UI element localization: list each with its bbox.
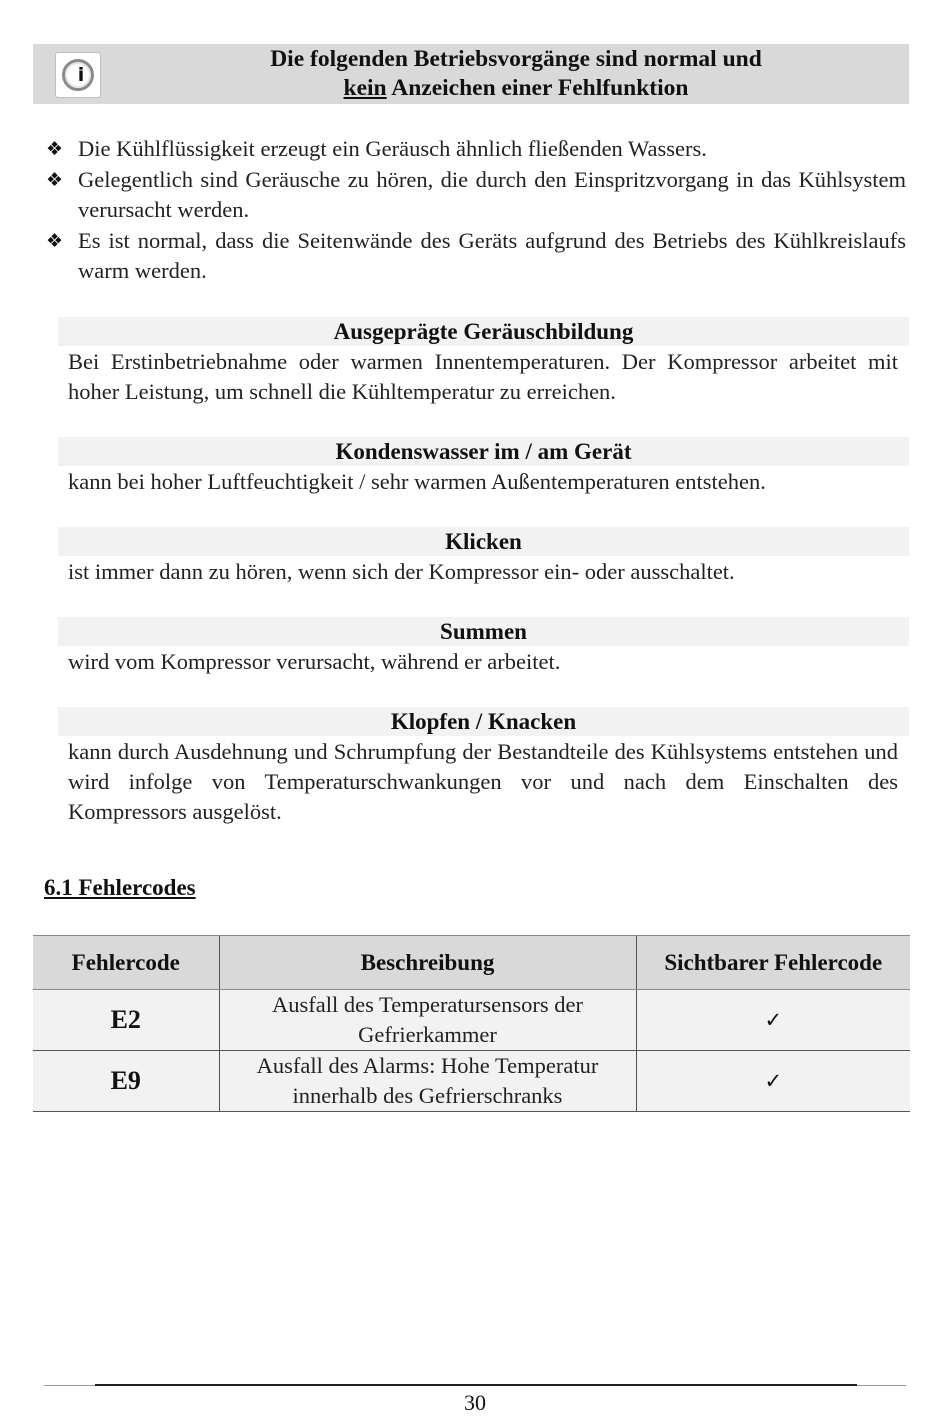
section-heading-humming: Summen bbox=[58, 617, 909, 646]
error-description-cell: Ausfall des Alarms: Hohe Temperatur innerhalb des Gefrierschranks bbox=[219, 1051, 636, 1112]
column-header-visible: Sichtbarer Fehlercode bbox=[636, 936, 910, 990]
list-item bbox=[46, 134, 906, 165]
info-title-emphasis: kein bbox=[343, 75, 387, 101]
section-heading-noise: Ausgeprägte Geräuschbildung bbox=[58, 317, 909, 346]
error-code-cell: E2 bbox=[33, 990, 219, 1051]
section-heading-condensation: Kondenswasser im / am Gerät bbox=[58, 437, 909, 466]
error-description-cell: Ausfall des Temperatursensors der Gefrierkammer bbox=[219, 990, 636, 1051]
column-header-code: Fehlercode bbox=[33, 936, 219, 990]
diamond-bullet-icon: ❖ bbox=[46, 229, 64, 252]
list-item bbox=[46, 165, 906, 226]
section-heading-clicking: Klicken bbox=[58, 527, 909, 556]
info-icon-letter: i bbox=[77, 64, 85, 86]
bullet-text: Gelegentlich sind Geräusche zu hören, die durch den Einspritzvorgang in das Kühlsystem verursacht werden. bbox=[78, 166, 906, 222]
error-code-cell: E9 bbox=[33, 1051, 219, 1112]
table-header-row bbox=[33, 936, 910, 990]
info-notice-box bbox=[33, 44, 909, 104]
bullet-text: Die Kühlflüssigkeit erzeugt ein Geräusch ähnlich fließenden Wassers. bbox=[78, 136, 707, 161]
info-title-line2-rest: Anzeichen einer Fehlfunktion bbox=[386, 75, 689, 101]
table-row bbox=[33, 990, 910, 1051]
info-title-line1: Die folgenden Betriebsvorgänge sind normal und bbox=[270, 46, 762, 72]
section-body-condensation: kann bei hoher Luftfeuchtigkeit / sehr warmen Außentemperaturen entstehen. bbox=[68, 469, 766, 494]
diamond-bullet-icon: ❖ bbox=[46, 168, 64, 191]
info-title-line2 bbox=[123, 74, 909, 103]
section-body-knocking: kann durch Ausdehnung und Schrumpfung der Bestandteile des Kühlsystems entstehen und wird infolge von Temperaturschwankungen vor und nach dem Einschalten des Kompressors ausgelöst. bbox=[68, 739, 898, 824]
section-body-humming: wird vom Kompressor verursacht, während er arbeitet. bbox=[68, 649, 561, 674]
checkmark-icon: ✓ bbox=[636, 1051, 910, 1112]
table-row bbox=[33, 1051, 910, 1112]
section-heading-knocking: Klopfen / Knacken bbox=[58, 707, 909, 736]
footer-divider-bold bbox=[95, 1384, 857, 1386]
list-item bbox=[46, 226, 906, 287]
info-icon bbox=[55, 52, 101, 98]
checkmark-icon: ✓ bbox=[636, 990, 910, 1051]
bullet-list bbox=[46, 134, 906, 287]
section-body-clicking: ist immer dann zu hören, wenn sich der Kompressor ein- oder ausschaltet. bbox=[68, 559, 735, 584]
bullet-text: Es ist normal, dass die Seitenwände des Geräts aufgrund des Betriebs des Kühlkreislaufs warm werden. bbox=[78, 227, 906, 283]
section-body-noise: Bei Erstinbetriebnahme oder warmen Innentemperaturen. Der Kompressor arbeitet mit hoher Leistung, um schnell die Kühltemperatur zu erreichen. bbox=[68, 349, 898, 404]
page-number: 30 bbox=[464, 1390, 486, 1415]
diamond-bullet-icon: ❖ bbox=[46, 138, 64, 160]
column-header-description: Beschreibung bbox=[219, 936, 636, 990]
error-codes-heading: 6.1 Fehlercodes bbox=[44, 875, 196, 900]
info-notice-title bbox=[123, 44, 909, 103]
error-codes-table bbox=[33, 935, 910, 1112]
